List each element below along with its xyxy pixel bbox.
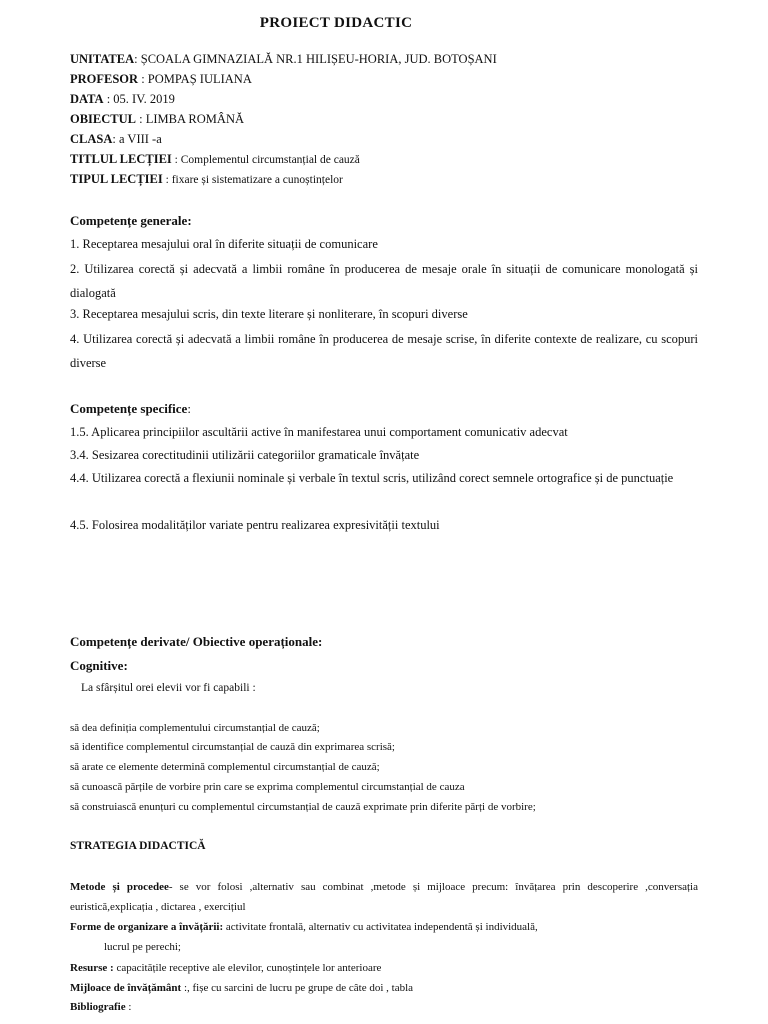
data-label: DATA [70, 92, 104, 106]
competente-specifice-title: Competențe specifice [70, 401, 188, 416]
strategia-heading: STRATEGIA DIDACTICĂ [70, 840, 206, 852]
metode-label: Metode și procedee [70, 881, 169, 893]
competenta-generala-4: 4. Utilizarea corectă și adecvată a limbii române în producerea de mesaje scrise, în diferite contexte de realizare, cu scopuri diverse [70, 332, 698, 370]
competenta-specifica-3: 4.4. Utilizarea corectă a flexiunii nominale și verbale în textul scris, utilizând corect semnele ortografice și de punctuație [70, 471, 674, 485]
tipul-value: : fixare și sistematizare a cunoștințelor [162, 174, 343, 186]
obiectul-value: : LIMBA ROMÂNĂ [136, 112, 244, 126]
resurse-paragraph [70, 959, 698, 979]
objective-item-5: să construiască enunțuri cu complementul circumstanțial de cauză exprimate prin diferite părți de vorbire; [70, 801, 536, 813]
objective-item-4: să cunoască părțile de vorbire prin care se exprima complementul circumstanțial de cauza [70, 781, 465, 793]
header-titlul [70, 149, 360, 170]
competenta-generala-2: 2. Utilizarea corectă și adecvată a limbii române în producerea de mesaje orale în situații de comunicare monologată și dialogată [70, 262, 698, 300]
mijloace-paragraph [70, 979, 698, 999]
objective-item-3: să arate ce elemente determină complementul circumstanțial de cauză; [70, 761, 380, 773]
forme-paragraph [70, 918, 698, 938]
forme-paragraph-cont: lucrul pe perechi; [104, 941, 181, 953]
titlul-value: : Complementul circumstanțial de cauză [171, 154, 360, 166]
mijloace-label: Mijloace de învățământ [70, 982, 182, 994]
competente-specifice-colon: : [187, 401, 191, 416]
competente-derivate-heading: Competențe derivate/ Obiective operaționale: [70, 634, 323, 649]
titlul-label: TITLUL LECȚIEI [70, 152, 172, 166]
objective-item-2: să identifice complementul circumstanțial de cauză din exprimarea scrisă; [70, 741, 395, 753]
objective-item-1: să dea definiția complementului circumstanțial de cauză; [70, 722, 320, 734]
metode-value: - se vor folosi ,alternativ sau combinat ,metode și mijloace precum: învățarea prin descoperire ,conversația euristică,explicația , dictarea , exercițiul [70, 881, 698, 913]
competenta-specifica-2: 3.4. Sesizarea corectitudinii utilizării categoriilor gramaticale învățate [70, 448, 420, 462]
bibliografie-value: : [125, 1001, 132, 1013]
bibliografie-label: Bibliografie [70, 1001, 126, 1013]
header-clasa [70, 129, 162, 149]
header-tipul [70, 169, 343, 190]
header-data [70, 89, 175, 109]
header-obiectul [70, 109, 244, 129]
competente-generale-heading: Competențe generale: [70, 213, 192, 228]
unitatea-label: UNITATEA [70, 52, 135, 66]
resurse-label: Resurse : [70, 962, 114, 974]
header-profesor [70, 69, 252, 89]
competenta-generala-1: 1. Receptarea mesajului oral în diferite situații de comunicare [70, 237, 378, 251]
competenta-specifica-1: 1.5. Aplicarea principiilor ascultării active în manifestarea unui comportament comunicativ adecvat [70, 425, 568, 439]
obiectul-label: OBIECTUL [70, 112, 136, 126]
clasa-value: : a VIII -a [112, 132, 162, 146]
mijloace-value: :, fișe cu sarcini de lucru pe grupe de câte doi , tabla [181, 982, 414, 994]
profesor-value: : POMPAȘ IULIANA [138, 72, 252, 86]
forme-value: activitate frontală, alternativ cu activitatea independentă și individuală, [223, 921, 538, 933]
header-unitatea [70, 49, 497, 69]
clasa-label: CLASA [70, 132, 113, 146]
cognitive-intro: La sfârșitul orei elevii vor fi capabili : [81, 682, 256, 694]
tipul-label: TIPUL LECȚIEI [70, 172, 163, 186]
competenta-generala-3: 3. Receptarea mesajului scris, din texte literare și nonliterare, în scopuri diverse [70, 307, 468, 321]
cognitive-subheading: Cognitive: [70, 658, 128, 673]
metode-paragraph [70, 878, 698, 917]
forme-label: Forme de organizare a învățării: [70, 921, 224, 933]
unitatea-value: : ȘCOALA GIMNAZIALĂ NR.1 HILIȘEU-HORIA, JUD. BOTOȘANI [134, 52, 497, 66]
resurse-value: capacitățile receptive ale elevilor, cunoștințele lor anterioare [113, 962, 382, 974]
competente-specifice-heading [70, 401, 191, 417]
bibliografie-paragraph [70, 998, 698, 1018]
document-title: PROIECT DIDACTIC [259, 15, 413, 31]
data-value: : 05. IV. 2019 [103, 92, 175, 106]
competenta-specifica-4: 4.5. Folosirea modalităților variate pentru realizarea expresivității textului [70, 518, 440, 532]
profesor-label: PROFESOR [70, 72, 139, 86]
